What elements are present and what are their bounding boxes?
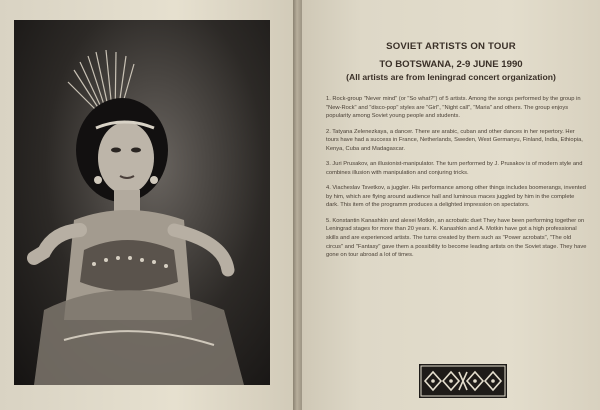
brochure-note: (All artists are from leningrad concert organization) <box>346 72 556 82</box>
artist-item: 4. Viacheslav Tsvetkov, a juggler. His performance among other things includes boomerangs, invented by him, which are flying around audience hall and luminous maces juggled by him in the complete dark. This item of the programm produces a delighted impression on spectators. <box>326 185 586 209</box>
artist-item: 2. Tatyana Zelenezkaya, a dancer. There are arabic, cuban and other dances in her repertory. Her tours have had a success in France, Netherlands, Sweden, West Germanyu, Finland, India, Ethiopia, Kenya, Cuba and Madagascar. <box>326 128 583 152</box>
dancer-portrait-icon <box>14 20 270 385</box>
dancer-photo <box>14 20 270 385</box>
brochure-title: SOVIET ARTISTS ON TOUR <box>386 41 516 52</box>
ornament-icon <box>419 364 507 398</box>
brochure-subtitle: TO BOTSWANA, 2-9 JUNE 1990 <box>379 59 523 70</box>
left-page <box>0 0 293 410</box>
right-page <box>302 0 600 410</box>
artist-item: 3. Juri Prusakov, an illusionist-manipulator. The turn performed by J. Prusakov is of modern style and combines illusion with manipulation and conjuring tricks. <box>326 161 583 176</box>
artist-list <box>326 95 588 266</box>
book-spine <box>293 0 302 410</box>
artist-item: 5. Konstantin Kanashkin and alexei Motkin, an acrobatic duet They have been performing together on Leningrad stages for more than 20 years. K. Kanashkin and A. Motkin have got a high professional skills and are experienced artists. The turns created by them such as "Power acrobats", "The old circus" and "Fantasy" gave them a possibility to become leading artists on the Soviet stage. They have gone on tour abroad a lot of times. <box>326 217 587 259</box>
artist-item: 1. Rock-group "Never mind" (or "So what?") of 5 artists. Among the songs performed by the group in "New-Rock" and "disco-pop" styles are "Girl", "Night call", "Maria" and others. The group enjoys popularity among Soviet young people and students. <box>326 96 581 120</box>
